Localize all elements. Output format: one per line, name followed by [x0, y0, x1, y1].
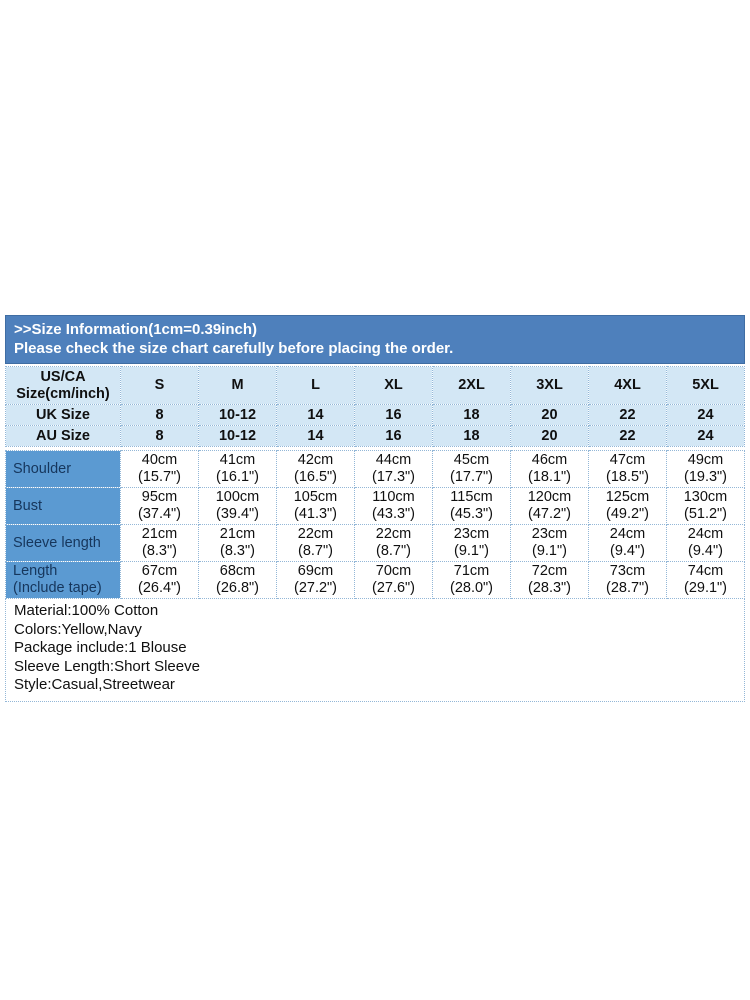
note-material: Material:100% Cotton [14, 602, 159, 619]
size-header-table [5, 366, 745, 447]
corner-line-2: Size(cm/inch) [16, 385, 110, 402]
measurement-cell: 105cm (41.3") [277, 488, 355, 525]
au-size-value: 16 [355, 426, 433, 447]
uk-size-value: 16 [355, 405, 433, 426]
au-size-value: 14 [277, 426, 355, 447]
note-style: Style:Casual,Streetwear [14, 676, 175, 693]
measurement-cell: 115cm (45.3") [433, 488, 511, 525]
uk-size-value: 24 [667, 405, 745, 426]
title-line-1: >>Size Information(1cm=0.39inch) [14, 321, 257, 338]
measurement-cell: 74cm (29.1") [667, 562, 745, 599]
measurement-cell: 22cm (8.7") [355, 525, 433, 562]
corner-header-cell [6, 367, 121, 405]
measurement-cell: 47cm (18.5") [589, 451, 667, 488]
measurement-cell: 24cm (9.4") [667, 525, 745, 562]
measurement-cell: 95cm (37.4") [121, 488, 199, 525]
measurement-cell: 22cm (8.7") [277, 525, 355, 562]
size-label-cell: XL [355, 367, 433, 405]
measurement-cell: 100cm (39.4") [199, 488, 277, 525]
size-label-cell: 5XL [667, 367, 745, 405]
measurement-cell: 68cm (26.8") [199, 562, 277, 599]
size-label-cell: S [121, 367, 199, 405]
measurement-cell: 120cm (47.2") [511, 488, 589, 525]
measurement-row-sleeve-length [6, 525, 745, 562]
uk-size-label: UK Size [6, 405, 121, 426]
measurement-row-bust [6, 488, 745, 525]
measurement-cell: 44cm (17.3") [355, 451, 433, 488]
au-size-label: AU Size [6, 426, 121, 447]
note-package: Package include:1 Blouse [14, 639, 187, 656]
measurement-label: Length (Include tape) [6, 562, 121, 599]
au-size-value: 10-12 [199, 426, 277, 447]
measurement-table [5, 450, 745, 599]
measurement-cell: 125cm (49.2") [589, 488, 667, 525]
measurement-cell: 24cm (9.4") [589, 525, 667, 562]
measurement-cell: 23cm (9.1") [433, 525, 511, 562]
note-colors: Colors:Yellow,Navy [14, 620, 142, 638]
measurement-cell: 70cm (27.6") [355, 562, 433, 599]
note-sleeve-length: Sleeve Length:Short Sleeve [14, 657, 200, 675]
uk-size-value: 20 [511, 405, 589, 426]
uk-size-value: 22 [589, 405, 667, 426]
measurement-cell: 67cm (26.4") [121, 562, 199, 599]
measurement-cell: 23cm (9.1") [511, 525, 589, 562]
measurement-label: Sleeve length [6, 525, 121, 562]
measurement-cell: 110cm (43.3") [355, 488, 433, 525]
au-size-value: 24 [667, 426, 745, 447]
uk-size-value: 14 [277, 405, 355, 426]
size-label-cell: 2XL [433, 367, 511, 405]
measurement-cell: 73cm (28.7") [589, 562, 667, 599]
size-label-cell: L [277, 367, 355, 405]
uk-size-value: 18 [433, 405, 511, 426]
au-size-value: 20 [511, 426, 589, 447]
uk-size-value: 8 [121, 405, 199, 426]
product-notes [5, 599, 745, 702]
measurement-label: Shoulder [6, 451, 121, 488]
uk-size-value: 10-12 [199, 405, 277, 426]
measurement-cell: 130cm (51.2") [667, 488, 745, 525]
title-bar [5, 315, 745, 364]
au-size-row [6, 426, 745, 447]
measurement-cell: 71cm (28.0") [433, 562, 511, 599]
measurement-cell: 41cm (16.1") [199, 451, 277, 488]
measurement-cell: 40cm (15.7") [121, 451, 199, 488]
measurement-cell: 49cm (19.3") [667, 451, 745, 488]
measurement-label: Bust [6, 488, 121, 525]
au-size-value: 22 [589, 426, 667, 447]
corner-line-1: US/CA [40, 368, 86, 385]
size-label-cell: 3XL [511, 367, 589, 405]
size-chart-sheet [5, 315, 745, 702]
size-header-row [6, 367, 745, 405]
measurement-row-length [6, 562, 745, 599]
measurement-cell: 42cm (16.5") [277, 451, 355, 488]
au-size-value: 8 [121, 426, 199, 447]
size-label-cell: 4XL [589, 367, 667, 405]
measurement-cell: 21cm (8.3") [121, 525, 199, 562]
au-size-value: 18 [433, 426, 511, 447]
size-label-cell: M [199, 367, 277, 405]
measurement-row-shoulder [6, 451, 745, 488]
uk-size-row [6, 405, 745, 426]
measurement-cell: 69cm (27.2") [277, 562, 355, 599]
measurement-cell: 46cm (18.1") [511, 451, 589, 488]
measurement-cell: 45cm (17.7") [433, 451, 511, 488]
measurement-cell: 21cm (8.3") [199, 525, 277, 562]
title-line-2: Please check the size chart carefully before placing the order. [14, 340, 454, 357]
measurement-cell: 72cm (28.3") [511, 562, 589, 599]
